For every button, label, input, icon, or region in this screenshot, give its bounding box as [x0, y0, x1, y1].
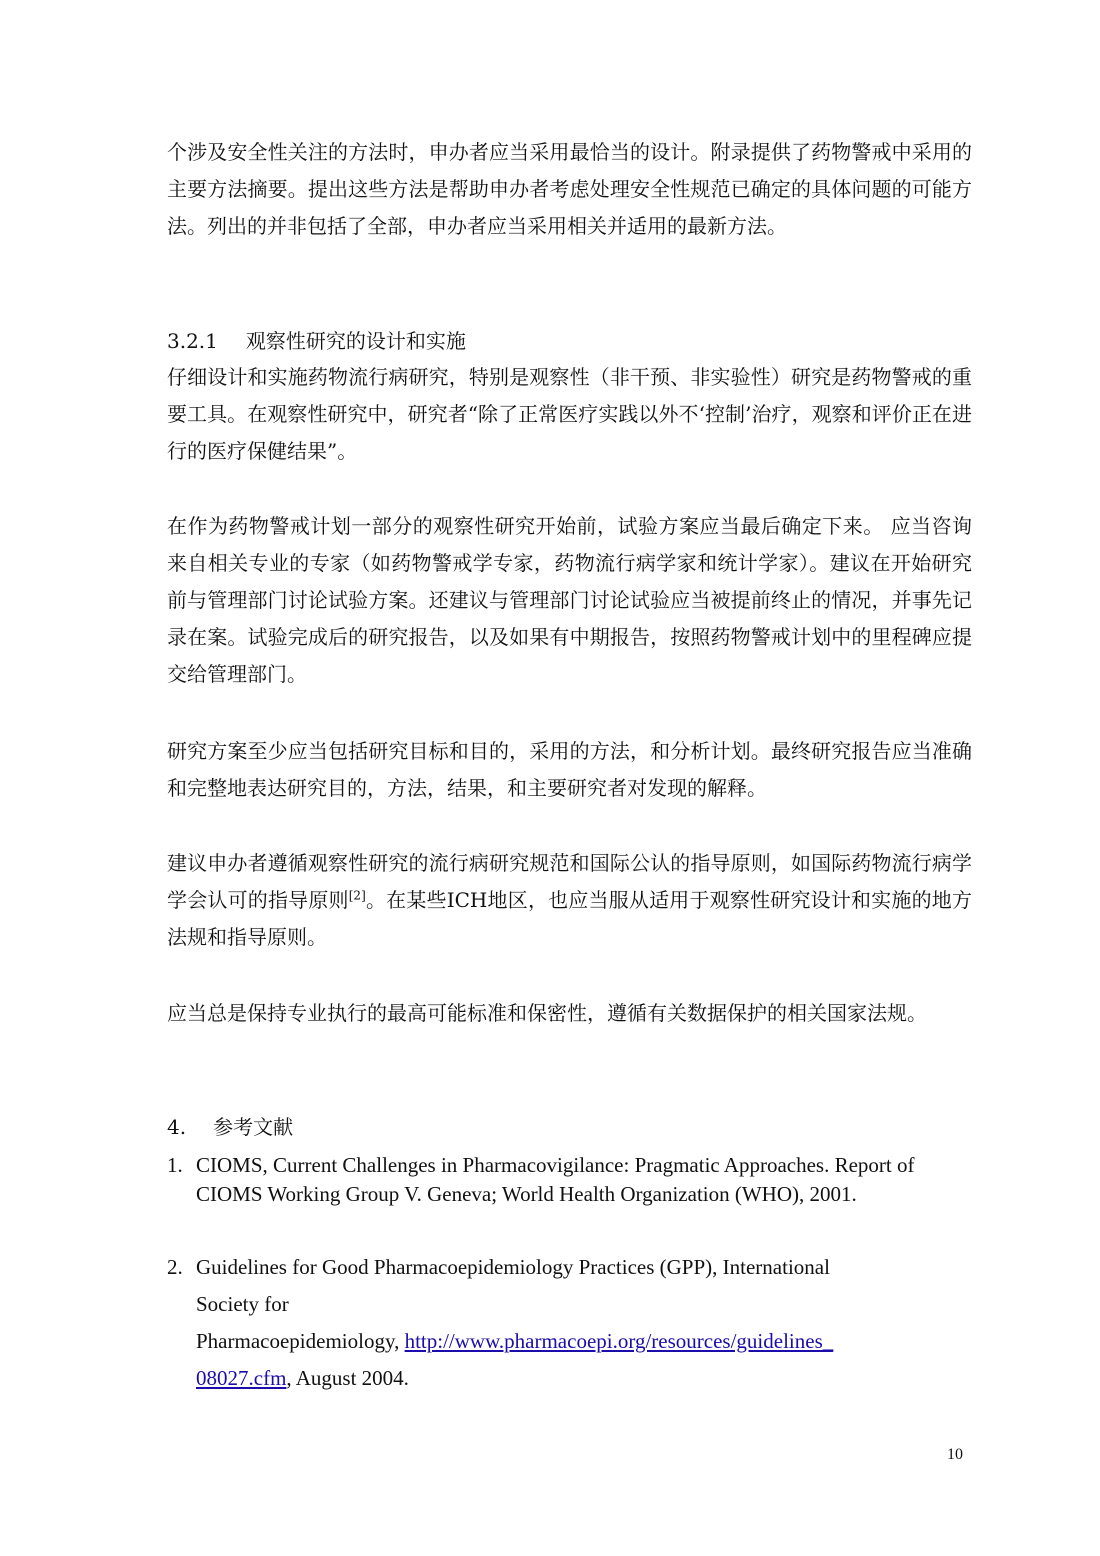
reference-number: 2. — [167, 1255, 183, 1279]
reference-text-line2: Society for — [196, 1292, 289, 1316]
paragraph-confidentiality: 应当总是保持专业执行的最高可能标准和保密性，遵循有关数据保护的相关国家法规。 — [167, 1001, 927, 1025]
paragraph-observational-design: 仔细设计和实施药物流行病研究，特别是观察性（非干预、非实验性）研究是药物警戒的重要工具。在观察性研究中，研究者“除了正常医疗实践以外不‘控制’治疗，观察和评价正在进行的医疗保健结果”。 — [167, 365, 972, 463]
reference-text-line1: Guidelines for Good Pharmacoepidemiology Practices (GPP), International — [196, 1255, 830, 1279]
section-title: 参考文献 — [213, 1115, 294, 1139]
section-number: 3.2.1 — [167, 329, 218, 353]
reference-suffix: , August 2004. — [286, 1366, 409, 1390]
guidelines-text-after: 。在某些ICH地区，也应当服从适用于观察性研究设计和实施的地方法规和指导原则。 — [167, 888, 972, 949]
page-number: 10 — [947, 1446, 963, 1463]
reference-item — [167, 1249, 972, 1397]
reference-text: CIOMS, Current Challenges in Pharmacovigilance: Pragmatic Approaches. Report of CIOMS Working Group V. Geneva; World Health Organization (WHO), 2001. — [196, 1153, 915, 1206]
citation-superscript: [2] — [348, 888, 366, 903]
reference-text-line3: Pharmacoepidemiology, — [196, 1329, 405, 1353]
section-number: 4. — [167, 1115, 187, 1139]
paragraph-protocol: 在作为药物警戒计划一部分的观察性研究开始前，试验方案应当最后确定下来。 应当咨询来自相关专业的专家（如药物警戒学专家，药物流行病学家和统计学家）。建议在开始研究前与管理部门讨论试验方案。还建议与管理部门讨论试验应当被提前终止的情况，并事先记录在案。试验完成后的研究报告，以及如果有中期报告，按照药物警戒计划中的里程碑应提交给管理部门。 — [167, 514, 972, 686]
section-heading-3-2-1 — [167, 326, 466, 356]
paragraph-intro: 个涉及安全性关注的方法时，申办者应当采用最恰当的设计。附录提供了药物警戒中采用的主要方法摘要。提出这些方法是帮助申办者考虑处理安全性规范已确定的具体问题的可能方法。列出的并非包括了全部，申办者应当采用相关并适用的最新方法。 — [167, 140, 972, 238]
paragraph-guidelines — [167, 845, 972, 956]
section-title: 观察性研究的设计和实施 — [245, 329, 466, 353]
paragraph-protocol-contents: 研究方案至少应当包括研究目标和目的，采用的方法，和分析计划。最终研究报告应当准确和完整地表达研究目的，方法，结果，和主要研究者对发现的解释。 — [167, 739, 972, 800]
reference-number: 1. — [167, 1153, 183, 1177]
reference-link[interactable]: http://www.pharmacoepi.org/resources/guidelines_ 08027.cfm — [196, 1329, 834, 1390]
reference-item — [167, 1151, 972, 1209]
guidelines-text-before: 建议申办者遵循观察性研究的流行病研究规范和国际公认的指导原则，如国际药物流行病学学会认可的指导原则 — [167, 851, 972, 912]
reference-text — [196, 1249, 972, 1397]
section-heading-references — [167, 1112, 293, 1142]
